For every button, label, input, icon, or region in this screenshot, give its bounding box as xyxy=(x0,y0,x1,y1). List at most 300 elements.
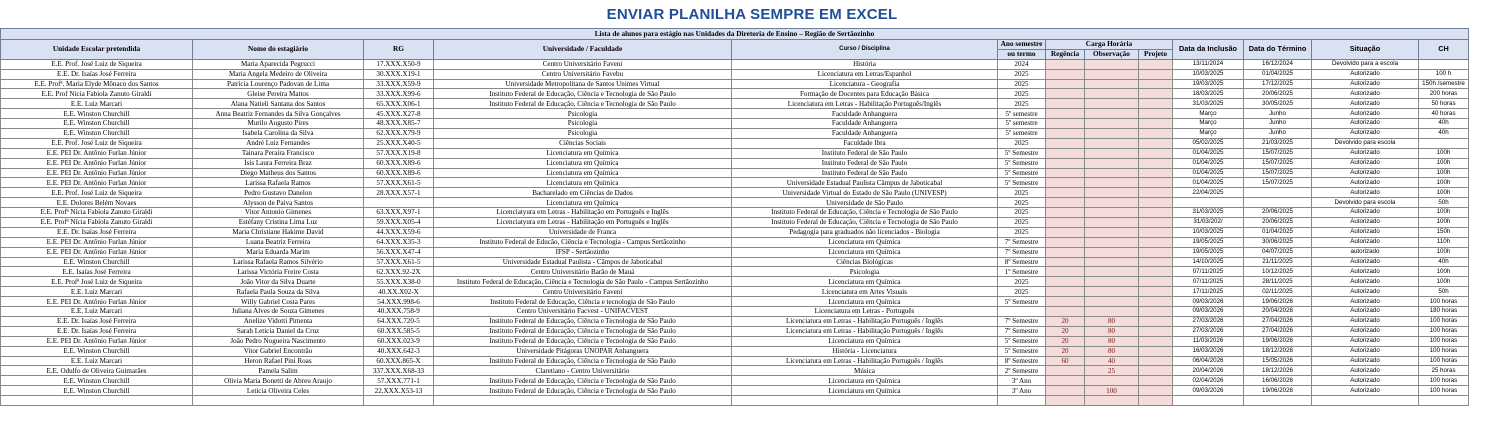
cell-ch: 40h xyxy=(1419,129,1469,139)
cell-regencia xyxy=(1046,218,1085,228)
table-row xyxy=(1,267,1469,277)
cell-ch: 50 horas xyxy=(1419,99,1469,109)
cell-termino: 16/06/2026 xyxy=(1244,376,1312,386)
cell-projeto xyxy=(1139,356,1173,366)
cell-ano: 2025 xyxy=(998,198,1046,208)
cell-situacao: Autorizado xyxy=(1312,158,1419,168)
cell-curso: Licenciatura em Letras - Habilitação Português / Inglês xyxy=(732,356,998,366)
cell-projeto xyxy=(1139,59,1173,69)
header-curso: Curso / Disciplina xyxy=(732,40,998,60)
cell-inicio: 19/03/2025 xyxy=(1173,79,1244,89)
cell-unidade: E.E. Winston Churchill xyxy=(1,129,193,139)
cell-termino: 19/06/2026 xyxy=(1244,386,1312,396)
cell-universidade: Instituto Federal de Educação, Ciência e Tecnologia de São Paulo xyxy=(434,376,732,386)
cell-nome: Sarah Leticia Daniel da Cruz xyxy=(193,326,364,336)
table-row xyxy=(1,227,1469,237)
cell-universidade: Instituto Federal de Educação, Ciência e Tecnologia de São Paulo xyxy=(434,326,732,336)
cell-unidade: E.E. PEI Dr. Antônio Furlan Júnior xyxy=(1,148,193,158)
cell-unidade: E.E. Prof Nícia Fabiola Zanuto Giraldi xyxy=(1,89,193,99)
cell-universidade: Centro Universitário Facvest - UNIFACVEST xyxy=(434,307,732,317)
table-row-empty xyxy=(1,396,1469,406)
cell-observacao xyxy=(1085,297,1139,307)
cell-nome: Vitor Antonio Gimenes xyxy=(193,208,364,218)
cell-regencia xyxy=(1046,227,1085,237)
cell-ch: 200 horas xyxy=(1419,89,1469,99)
cell-observacao: 40 xyxy=(1085,356,1139,366)
cell-situacao: Autorizado xyxy=(1312,307,1419,317)
cell-inicio: 14/10/2025 xyxy=(1173,257,1244,267)
cell-universidade: Ciências Sociais xyxy=(434,138,732,148)
table-row xyxy=(1,138,1469,148)
cell-projeto xyxy=(1139,237,1173,247)
cell-ch: 100 horas xyxy=(1419,376,1469,386)
header-regencia: Regência xyxy=(1046,49,1085,59)
cell-inicio: 10/03/2025 xyxy=(1173,227,1244,237)
cell-rg: 57.XXX.X19-8 xyxy=(364,148,434,158)
cell-rg: 60.XXX.585-5 xyxy=(364,326,434,336)
cell-nome: Juliana Alves de Souza Gimenes xyxy=(193,307,364,317)
cell-ano: 3º Ano xyxy=(998,386,1046,396)
cell-regencia xyxy=(1046,79,1085,89)
table-row xyxy=(1,376,1469,386)
cell-curso: História - Licenciatura xyxy=(732,346,998,356)
cell-termino: 19/06/2026 xyxy=(1244,297,1312,307)
cell-curso: Licenciatura - Geografia xyxy=(732,79,998,89)
cell-regencia xyxy=(1046,188,1085,198)
cell-curso: Licenciatura em Letras - Habilitação Português/Inglês xyxy=(732,99,998,109)
cell-projeto xyxy=(1139,287,1173,297)
cell-ch: 100h xyxy=(1419,148,1469,158)
cell-rg: 337.XXX.X68-33 xyxy=(364,366,434,376)
cell-universidade: Centro Universitário Favebu xyxy=(434,69,732,79)
cell-ch: 100h xyxy=(1419,247,1469,257)
cell-termino: 01/04/2025 xyxy=(1244,227,1312,237)
cell-observacao xyxy=(1085,89,1139,99)
cell-ch: 100h xyxy=(1419,188,1469,198)
cell-situacao: Autorizado xyxy=(1312,148,1419,158)
cell-ano: 7º Semestre xyxy=(998,316,1046,326)
cell-nome: Ísis Laura Ferreira Braz xyxy=(193,158,364,168)
cell-projeto xyxy=(1139,69,1173,79)
cell-nome: Patrícia Lourenço Padovan de Lima xyxy=(193,79,364,89)
cell-termino xyxy=(1244,188,1312,198)
cell-unidade: E.E. Winston Churchill xyxy=(1,386,193,396)
cell-projeto xyxy=(1139,89,1173,99)
cell-situacao: Autorizado xyxy=(1312,188,1419,198)
cell-universidade: Instituto Federal de Educão, Ciência e Tecnologia - Campus Sertãozinho xyxy=(434,237,732,247)
cell-ano: 8º Semestre xyxy=(998,257,1046,267)
cell-rg: 60.XXX.X89-6 xyxy=(364,158,434,168)
cell-rg: 64.XXX.720-5 xyxy=(364,316,434,326)
cell-ch: 100h xyxy=(1419,277,1469,287)
cell-unidade: E.E. Luiz Marcari xyxy=(1,356,193,366)
cell-nome: João Pedro Nogueira Nascimento xyxy=(193,336,364,346)
cell-nome: Murilo Augusto Pires xyxy=(193,119,364,129)
cell-universidade: Psicologia xyxy=(434,119,732,129)
cell-universidade: Licenciatura em Química xyxy=(434,178,732,188)
header-nome: Nome do estagiário xyxy=(193,40,364,60)
cell-ano: 5º Semestre xyxy=(998,168,1046,178)
cell-termino: Junho xyxy=(1244,109,1312,119)
cell-nome: Maria Eduarda Marim xyxy=(193,247,364,257)
cell-inicio: 22/04/2025 xyxy=(1173,188,1244,198)
cell-projeto xyxy=(1139,386,1173,396)
table-row xyxy=(1,178,1469,188)
cell-unidade: E.E. Dr. Isaías José Ferreira xyxy=(1,227,193,237)
cell-regencia xyxy=(1046,267,1085,277)
cell-ano: 2024 xyxy=(998,59,1046,69)
cell-termino: 01/04/2025 xyxy=(1244,69,1312,79)
cell-regencia: 60 xyxy=(1046,356,1085,366)
cell-ano: 2025 xyxy=(998,79,1046,89)
cell-nome: Anna Beatriz Fernandes da Silva Gonçalves xyxy=(193,109,364,119)
cell-termino: 16/12/2024 xyxy=(1244,59,1312,69)
cell-observacao xyxy=(1085,247,1139,257)
cell-ano: 2025 xyxy=(998,227,1046,237)
cell-ano: 5º Semestre xyxy=(998,158,1046,168)
cell-ano: 5º semestre xyxy=(998,109,1046,119)
cell-inicio: 27/03/2026 xyxy=(1173,326,1244,336)
cell-empty xyxy=(1,396,193,406)
cell-curso: Faculdade Anhanguera xyxy=(732,109,998,119)
cell-curso: Licenciatura em Artes Visuais xyxy=(732,287,998,297)
cell-inicio: 01/04/2025 xyxy=(1173,148,1244,158)
cell-observacao xyxy=(1085,198,1139,208)
cell-projeto xyxy=(1139,336,1173,346)
cell-unidade: E.E. Dr. Isaías José Ferreira xyxy=(1,326,193,336)
table-row xyxy=(1,59,1469,69)
cell-projeto xyxy=(1139,247,1173,257)
cell-regencia: 20 xyxy=(1046,336,1085,346)
cell-termino: Junho xyxy=(1244,129,1312,139)
cell-ch: 25 horas xyxy=(1419,366,1469,376)
cell-projeto xyxy=(1139,346,1173,356)
cell-projeto xyxy=(1139,79,1173,89)
cell-universidade: Universidade de Franca xyxy=(434,227,732,237)
cell-curso: Licenciatura em Química xyxy=(732,386,998,396)
cell-termino: 18/12/2026 xyxy=(1244,366,1312,376)
cell-ch: 40h xyxy=(1419,257,1469,267)
cell-curso: Licenciatura em Química xyxy=(732,277,998,287)
cell-curso: Instituto Federal de Educação, Ciência e Tecnologia de São Paulo xyxy=(732,218,998,228)
header-row-1 xyxy=(1,40,1469,50)
cell-observacao xyxy=(1085,307,1139,317)
cell-situacao: Autorizado xyxy=(1312,89,1419,99)
cell-observacao xyxy=(1085,227,1139,237)
cell-nome: Estéfany Cristina Lima Luz xyxy=(193,218,364,228)
cell-nome: Diego Matheus dos Santos xyxy=(193,168,364,178)
cell-projeto xyxy=(1139,257,1173,267)
cell-inicio: 02/04/2026 xyxy=(1173,376,1244,386)
cell-inicio: Março xyxy=(1173,129,1244,139)
cell-observacao: 25 xyxy=(1085,366,1139,376)
cell-inicio: 20/04/2026 xyxy=(1173,366,1244,376)
cell-ano: 2025 xyxy=(998,287,1046,297)
cell-projeto xyxy=(1139,188,1173,198)
cell-situacao: Autorizado xyxy=(1312,386,1419,396)
table-row xyxy=(1,237,1469,247)
cell-observacao xyxy=(1085,99,1139,109)
cell-ch: 100 horas xyxy=(1419,297,1469,307)
cell-unidade: E.E. Winston Churchill xyxy=(1,257,193,267)
cell-projeto xyxy=(1139,178,1173,188)
header-situacao: Situação xyxy=(1312,40,1419,60)
cell-regencia xyxy=(1046,158,1085,168)
cell-situacao: Autorizado xyxy=(1312,69,1419,79)
cell-nome: André Luiz Fernandes xyxy=(193,138,364,148)
cell-regencia xyxy=(1046,109,1085,119)
cell-universidade: Licenciatyura em Letras - Habilitação em Português e Inglês xyxy=(434,208,732,218)
cell-ano: 2º Semestre xyxy=(998,366,1046,376)
cell-ano: 2025 xyxy=(998,277,1046,287)
cell-nome: Larissa Rafaela Ramos xyxy=(193,178,364,188)
header-rg: RG xyxy=(364,40,434,60)
cell-ch: 150h /semestre xyxy=(1419,79,1469,89)
cell-regencia xyxy=(1046,287,1085,297)
table-row xyxy=(1,287,1469,297)
cell-situacao: Autorizado xyxy=(1312,178,1419,188)
cell-projeto xyxy=(1139,119,1173,129)
cell-rg: 60.XXX.X89-6 xyxy=(364,168,434,178)
cell-nome: João Vitor da Silva Duarte xyxy=(193,277,364,287)
cell-situacao: Autorizado xyxy=(1312,356,1419,366)
cell-situacao: Autorizado xyxy=(1312,119,1419,129)
cell-situacao: Autorizado xyxy=(1312,326,1419,336)
cell-regencia xyxy=(1046,386,1085,396)
cell-universidade: IFSP - Sertãozinho xyxy=(434,247,732,257)
cell-universidade: Licenciatura em Química xyxy=(434,168,732,178)
cell-curso: Licenciatura em Química xyxy=(732,376,998,386)
cell-termino: 17/12/2025 xyxy=(1244,79,1312,89)
cell-projeto xyxy=(1139,168,1173,178)
cell-ch: 100h xyxy=(1419,178,1469,188)
cell-curso: História xyxy=(732,59,998,69)
cell-ch: 100 horas xyxy=(1419,316,1469,326)
table-row xyxy=(1,356,1469,366)
cell-termino: 15/07/2025 xyxy=(1244,158,1312,168)
cell-ano: 5º Semestre xyxy=(998,178,1046,188)
cell-regencia: 20 xyxy=(1046,326,1085,336)
cell-rg: 48.XXX.X85-7 xyxy=(364,119,434,129)
cell-situacao: Autorizado xyxy=(1312,316,1419,326)
table-row xyxy=(1,257,1469,267)
cell-inicio: 09/03/2026 xyxy=(1173,307,1244,317)
cell-nome: Maria Aparecida Pegrucci xyxy=(193,59,364,69)
cell-unidade: E.E. Luiz Marcari xyxy=(1,287,193,297)
cell-rg: 25.XXX.X40-5 xyxy=(364,138,434,148)
cell-unidade: E.E. Profª José Luiz de Siqueira xyxy=(1,277,193,287)
cell-rg: 17.XXX.X50-9 xyxy=(364,59,434,69)
cell-observacao xyxy=(1085,257,1139,267)
cell-observacao xyxy=(1085,188,1139,198)
cell-regencia xyxy=(1046,277,1085,287)
cell-termino: Junho xyxy=(1244,119,1312,129)
cell-curso: Universidade de São Paulo xyxy=(732,198,998,208)
cell-curso: Faculdade Ibra xyxy=(732,138,998,148)
cell-rg: 45.XXX.X27-8 xyxy=(364,109,434,119)
cell-nome: Willy Gabriel Costa Pares xyxy=(193,297,364,307)
cell-unidade: E.E. Profª. Maria Elyde Mônaco dos Santos xyxy=(1,79,193,89)
cell-rg: 33.XXX.X59-9 xyxy=(364,79,434,89)
cell-termino xyxy=(1244,198,1312,208)
cell-universidade: Psicologia xyxy=(434,129,732,139)
cell-observacao xyxy=(1085,119,1139,129)
cell-ano: 7º Semestre xyxy=(998,237,1046,247)
cell-observacao xyxy=(1085,69,1139,79)
cell-nome: Gleise Pereira Mattos xyxy=(193,89,364,99)
cell-ch: 50h xyxy=(1419,287,1469,297)
cell-rg: 28.XXX.X57-1 xyxy=(364,188,434,198)
cell-universidade: Centro Universitário Faveni xyxy=(434,59,732,69)
cell-curso: Licenciatura em Letras - Português xyxy=(732,307,998,317)
cell-situacao: Autorizado xyxy=(1312,287,1419,297)
cell-unidade: E.E. PEI Dr. Antônio Furlan Júnior xyxy=(1,336,193,346)
cell-curso: Formação de Docentes para Educação Básica xyxy=(732,89,998,99)
cell-observacao xyxy=(1085,59,1139,69)
cell-nome: Tainara Peraira Francisco xyxy=(193,148,364,158)
table-row xyxy=(1,307,1469,317)
table-row xyxy=(1,336,1469,346)
header-ch: CH xyxy=(1419,40,1469,60)
cell-observacao xyxy=(1085,158,1139,168)
cell-empty xyxy=(1173,396,1244,406)
cell-termino: 20/06/2025 xyxy=(1244,218,1312,228)
cell-unidade: E.E. Winston Churchill xyxy=(1,346,193,356)
cell-inicio: 09/03/2026 xyxy=(1173,297,1244,307)
cell-regencia xyxy=(1046,178,1085,188)
table-row xyxy=(1,168,1469,178)
cell-situacao: Autorizado xyxy=(1312,99,1419,109)
internship-table xyxy=(0,28,1469,406)
cell-universidade: Licenciatura em Química xyxy=(434,158,732,168)
header-projeto: Projeto xyxy=(1139,49,1173,59)
cell-curso: Faculdade Anhanguera xyxy=(732,129,998,139)
cell-inicio: 05/02/2025 xyxy=(1173,138,1244,148)
cell-inicio: 01/04/2025 xyxy=(1173,178,1244,188)
cell-curso: Faculdade Anhanguera xyxy=(732,119,998,129)
cell-universidade: Centro Universitário Barão de Mauá xyxy=(434,267,732,277)
cell-ano: 5º Semestre xyxy=(998,148,1046,158)
cell-curso: Instituto Federal de São Paulo xyxy=(732,148,998,158)
cell-situacao: Autorizado xyxy=(1312,109,1419,119)
cell-nome: Letícia Oliveira Celes xyxy=(193,386,364,396)
cell-rg: 62.XXX.92-2X xyxy=(364,267,434,277)
cell-rg: 44.XXX.X59-6 xyxy=(364,227,434,237)
cell-termino: 30/06/2025 xyxy=(1244,237,1312,247)
cell-curso: Licenciatura em Letras - Habilitação Português / Inglês xyxy=(732,326,998,336)
cell-situacao: Autorizado xyxy=(1312,129,1419,139)
header-observacao: Observação xyxy=(1085,49,1139,59)
header-unidade: Unidade Escolar pretendida xyxy=(1,40,193,60)
cell-projeto xyxy=(1139,267,1173,277)
cell-ch: 100 horas xyxy=(1419,346,1469,356)
cell-inicio: 10/03/2025 xyxy=(1173,69,1244,79)
cell-curso: Instituto Federal de Educação, Ciência e Tecnologia de São Paulo xyxy=(732,208,998,218)
cell-ch: 100h xyxy=(1419,158,1469,168)
banner-title: ENVIAR PLANILHA SEMPRE EM EXCEL xyxy=(606,5,898,23)
cell-termino: 20/06/2025 xyxy=(1244,208,1312,218)
cell-situacao: autorizado xyxy=(1312,247,1419,257)
cell-universidade: Universidade Metropolitana de Santos Unimes Virtual xyxy=(434,79,732,89)
cell-nome: Vitor Gabriel Encontrão xyxy=(193,346,364,356)
cell-inicio: 19/05/2025 xyxy=(1173,247,1244,257)
cell-ch: 100 horas xyxy=(1419,386,1469,396)
table-row xyxy=(1,99,1469,109)
cell-empty xyxy=(364,396,434,406)
cell-empty xyxy=(434,396,732,406)
table-title-row xyxy=(1,29,1469,40)
cell-termino: 02/11/2025 xyxy=(1244,287,1312,297)
cell-rg: 54.XXX.998-6 xyxy=(364,297,434,307)
cell-observacao: 80 xyxy=(1085,316,1139,326)
cell-ano: 2025 xyxy=(998,208,1046,218)
cell-curso: Licenciatura em Química xyxy=(732,247,998,257)
cell-rg: 40.XX.X02-X xyxy=(364,287,434,297)
cell-empty xyxy=(732,396,998,406)
cell-ano: 5º Semestre xyxy=(998,346,1046,356)
cell-universidade: Instituto Federal de Educação, Ciência e Tecnologia de São Paulo - Campus Sertãozinho xyxy=(434,277,732,287)
cell-projeto xyxy=(1139,227,1173,237)
cell-universidade: Claretiano - Centro Universitário xyxy=(434,366,732,376)
cell-ano: 5º Semestre xyxy=(998,297,1046,307)
header-termino: Data do Término xyxy=(1244,40,1312,60)
cell-observacao: 80 xyxy=(1085,326,1139,336)
table-row xyxy=(1,129,1469,139)
cell-rg: 30.XXX.X19-1 xyxy=(364,69,434,79)
cell-rg: 64.XXX.X35-3 xyxy=(364,237,434,247)
table-row xyxy=(1,69,1469,79)
table-title: Lista de alunos para estágio nas Unidades da Diretoria de Ensino – Região de Sertãozinho xyxy=(1,29,1469,40)
cell-termino: 28/11/2025 xyxy=(1244,277,1312,287)
cell-regencia xyxy=(1046,208,1085,218)
table-row xyxy=(1,326,1469,336)
cell-observacao xyxy=(1085,277,1139,287)
cell-inicio: 31/03/2025 xyxy=(1173,99,1244,109)
cell-projeto xyxy=(1139,277,1173,287)
cell-ch: 40 horas xyxy=(1419,109,1469,119)
cell-unidade: E.E. Profª Nícia Fabíola Zanuto Giraldi xyxy=(1,218,193,228)
cell-projeto xyxy=(1139,208,1173,218)
table-row xyxy=(1,366,1469,376)
table-row xyxy=(1,208,1469,218)
cell-ano: 1º Semestre xyxy=(998,267,1046,277)
cell-termino: 15/05/2026 xyxy=(1244,356,1312,366)
cell-ano: 2025 xyxy=(998,218,1046,228)
cell-unidade: E.E. PEI Dr. Antônio Furlan Júnior xyxy=(1,158,193,168)
cell-curso: Universidade Virtual do Estado de São Paulo (UNIVESP) xyxy=(732,188,998,198)
cell-rg: 57.XXX.771-1 xyxy=(364,376,434,386)
cell-curso: Licenciatura em Química xyxy=(732,297,998,307)
cell-observacao: 80 xyxy=(1085,346,1139,356)
cell-rg: 57.XXX.X61-5 xyxy=(364,178,434,188)
cell-situacao: Autorizado xyxy=(1312,366,1419,376)
cell-rg: 62.XXX.X79-9 xyxy=(364,129,434,139)
cell-empty xyxy=(193,396,364,406)
cell-nome: Pedro Gustavo Danelon xyxy=(193,188,364,198)
cell-rg: 60.XXX.023-9 xyxy=(364,336,434,346)
cell-termino: 20/06/2025 xyxy=(1244,89,1312,99)
cell-projeto xyxy=(1139,366,1173,376)
cell-ano: 5º semestre xyxy=(998,129,1046,139)
cell-observacao xyxy=(1085,129,1139,139)
table-row xyxy=(1,247,1469,257)
cell-ano: 2025 xyxy=(998,89,1046,99)
table-row xyxy=(1,119,1469,129)
cell-projeto xyxy=(1139,297,1173,307)
cell-unidade: E.E. Isaías José Ferreira xyxy=(1,267,193,277)
cell-nome: Maria Christiane Hakime David xyxy=(193,227,364,237)
cell-unidade: E.E. PEI Dr. Antônio Furlan Júnior xyxy=(1,247,193,257)
